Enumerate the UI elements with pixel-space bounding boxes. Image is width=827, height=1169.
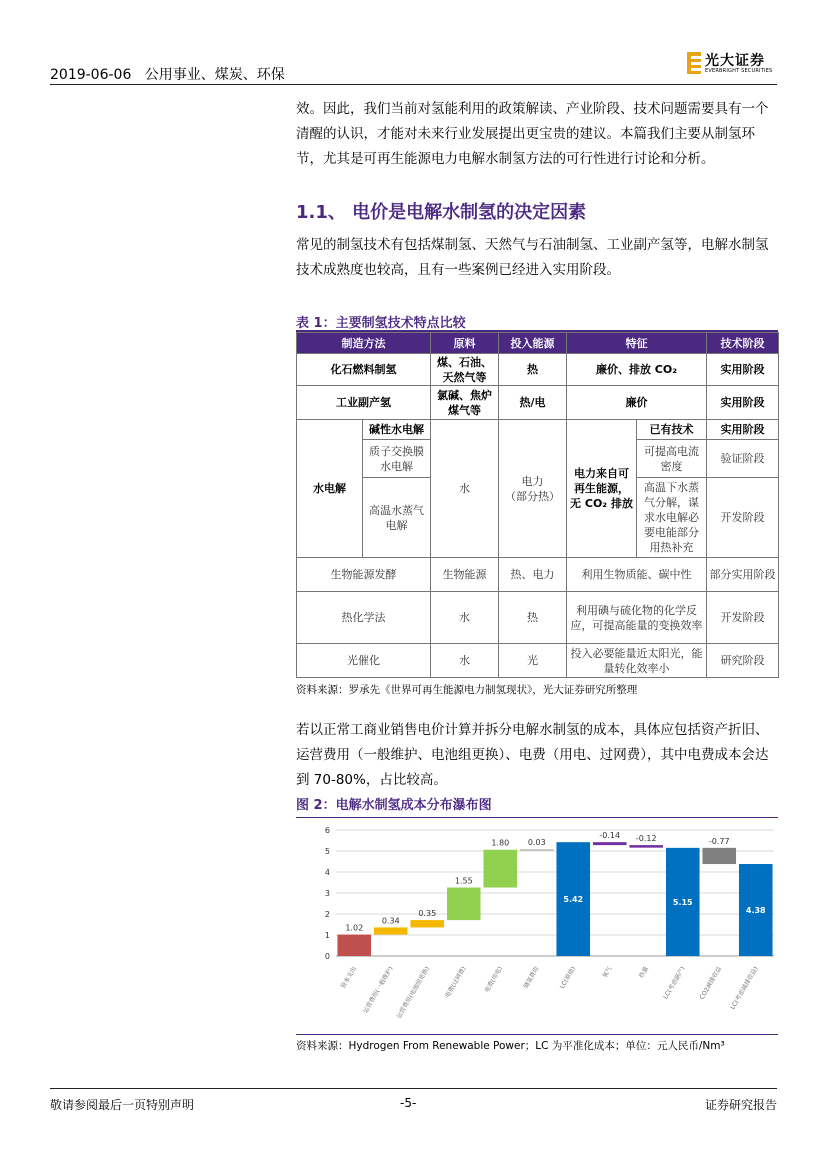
cell-stage: 开发阶段 — [707, 592, 779, 644]
waterfall-bar — [702, 848, 736, 864]
waterfall-bar — [520, 849, 554, 851]
cell-method: 光催化 — [297, 644, 431, 678]
cell-method: 化石燃料制氢 — [297, 354, 431, 386]
logo-english: EVERBRIGHT SECURITIES — [705, 68, 773, 74]
header-date-sector — [50, 64, 285, 84]
x-tick-label: 热量 — [637, 965, 650, 980]
footer-divider — [50, 1088, 777, 1089]
x-tick-label: 氧气 — [601, 965, 614, 980]
footer-disclaimer: 敬请参阅最后一页特别声明 — [50, 1098, 195, 1112]
paragraph-cost: 若以正常工商业销售电价计算并拆分电解水制氢的成本，具体应包括资产折旧、运营费用（一般维护、电池组更换）、电费（用电、过网费），其中电费成本会达到 70-80%，占比较高。 — [296, 722, 769, 788]
waterfall-bar — [593, 842, 627, 845]
table-row — [297, 386, 779, 420]
cell-feature: 可提高电流密度 — [637, 440, 707, 478]
bar-value-label: 5.42 — [563, 895, 584, 905]
col-header-method: 制造方法 — [297, 333, 431, 354]
cell-energy: 电力 （部分热） — [499, 420, 567, 558]
col-header-feature: 特征 — [567, 333, 707, 354]
cell-stage: 实用阶段 — [707, 420, 779, 440]
footer-report-type: 证券研究报告 — [704, 1098, 777, 1112]
report-sector: 公用事业、煤炭、环保 — [144, 67, 285, 83]
logo-e-icon — [687, 52, 701, 74]
x-tick-label: LC(考虑减排收益) — [729, 965, 760, 1011]
cell-feature: 利用生物质能、碳中性 — [567, 558, 707, 592]
cell-energy: 热/电 — [499, 386, 567, 420]
y-tick-label: 6 — [324, 826, 330, 835]
table-source: 资料来源：罗承先《世界可再生能源电力制氢现状》，光大证券研究所整理 — [296, 684, 638, 696]
cell-sub-alkaline: 碱性水电解 — [363, 420, 431, 440]
table-row — [297, 644, 779, 678]
bar-value-label: -0.77 — [708, 836, 730, 846]
y-tick-label: 4 — [324, 868, 330, 877]
cell-feature: 利用碘与硫化物的化学反应，可提高能量的变换效率 — [567, 592, 707, 644]
x-tick-label: LC(原值) — [558, 965, 577, 990]
logo-chinese: 光大证券 — [705, 53, 765, 69]
cell-feature-shared: 电力来自可再生能源，无 CO₂ 排放 — [567, 420, 637, 558]
report-date: 2019-06-06 — [50, 67, 132, 83]
waterfall-bar — [629, 845, 663, 848]
cell-method: 热化学法 — [297, 592, 431, 644]
table-row — [297, 558, 779, 592]
x-tick-label: 运营费用(一般维护) — [362, 965, 395, 1015]
cell-material: 水 — [431, 644, 499, 678]
x-tick-label: 资本支出 — [339, 965, 358, 990]
y-tick-label: 1 — [324, 931, 330, 940]
table-row — [297, 592, 779, 644]
bar-value-label: 1.80 — [491, 838, 510, 848]
section-heading: 1.1、 电价是电解水制氢的决定因素 — [296, 202, 587, 223]
table-caption: 表 1：主要制氢技术特点比较 — [296, 316, 466, 331]
cell-feature: 投入必要能量近太阳光，能量转化效率小 — [567, 644, 707, 678]
company-logo — [687, 50, 779, 78]
cell-stage: 研究阶段 — [707, 644, 779, 678]
figure-bottom-rule — [296, 1034, 778, 1035]
bar-value-label: -0.12 — [635, 834, 657, 844]
cell-energy: 光 — [499, 644, 567, 678]
cell-method: 工业副产氢 — [297, 386, 431, 420]
cell-energy: 热 — [499, 592, 567, 644]
col-header-material: 原料 — [431, 333, 499, 354]
bar-value-label: 1.55 — [454, 876, 473, 886]
col-header-energy: 投入能源 — [499, 333, 567, 354]
bar-value-label: 5.15 — [672, 897, 693, 907]
cell-stage: 部分实用阶段 — [707, 558, 779, 592]
table-row — [297, 420, 779, 440]
waterfall-bar — [410, 920, 444, 927]
waterfall-bar — [483, 850, 517, 888]
cell-feature: 廉价 — [567, 386, 707, 420]
cell-feature: 高温下水蒸气分解，谋求水电解必要电能部分用热补充 — [637, 478, 707, 558]
waterfall-bar — [337, 935, 371, 956]
cell-energy: 热 — [499, 354, 567, 386]
figure-source: 资料来源：Hydrogen From Renewable Power；LC 为平准化成本；单位：元人民币/Nm³ — [296, 1040, 725, 1052]
x-tick-label: 电费(过网费) — [444, 965, 468, 1000]
table-row — [297, 354, 779, 386]
waterfall-bar — [374, 927, 408, 934]
bar-value-label: 4.38 — [745, 906, 766, 916]
y-tick-label: 2 — [324, 910, 330, 919]
cell-stage: 验证阶段 — [707, 440, 779, 478]
y-tick-label: 0 — [324, 952, 330, 961]
x-tick-label: 电费(用电) — [483, 965, 504, 994]
cell-sub-pem: 质子交换膜水电解 — [363, 440, 431, 478]
cell-feature: 廉价、排放 CO₂ — [567, 354, 707, 386]
y-tick-label: 5 — [324, 847, 330, 856]
cell-material: 煤、石油、天然气等 — [431, 354, 499, 386]
cell-stage: 实用阶段 — [707, 354, 779, 386]
cell-material: 生物能源 — [431, 558, 499, 592]
bar-value-label: 1.02 — [345, 923, 364, 933]
bar-value-label: -0.14 — [599, 831, 621, 841]
cell-material: 氯碱、焦炉煤气等 — [431, 386, 499, 420]
hydrogen-tech-table — [296, 332, 779, 678]
x-tick-label: 运营费用(电池组更换) — [395, 965, 431, 1020]
waterfall-chart — [296, 820, 778, 1032]
table-header-row — [297, 333, 779, 354]
x-tick-label: LC(考虑副产) — [662, 965, 687, 1001]
figure-caption: 图 2：电解水制氢成本分布瀑布图 — [296, 798, 492, 813]
cell-stage: 开发阶段 — [707, 478, 779, 558]
y-tick-label: 3 — [324, 889, 330, 898]
paragraph-tech: 常见的制氢技术有包括煤制氢、天然气与石油制氢、工业副产氢等，电解水制氢技术成熟度也较高，且有一些案例已经进入实用阶段。 — [296, 237, 769, 278]
x-tick-label: 储氢费用 — [522, 965, 541, 990]
cell-stage: 实用阶段 — [707, 386, 779, 420]
bar-value-label: 0.34 — [381, 916, 400, 926]
header-divider — [50, 84, 777, 85]
bar-value-label: 0.03 — [527, 838, 546, 848]
page-number: -5- — [400, 1096, 417, 1110]
cell-energy: 热、电力 — [499, 558, 567, 592]
cell-material: 水 — [431, 420, 499, 558]
col-header-stage: 技术阶段 — [707, 333, 779, 354]
paragraph-intro: 效。因此，我们当前对氢能利用的政策解读、产业阶段、技术问题需要具有一个清醒的认识，才能对未来行业发展提出更宝贵的建议。本篇我们主要从制氢环节，尤其是可再生能源电力电解水制氢方法的可行性进行讨论和分析。 — [296, 101, 769, 167]
figure-top-rule — [296, 817, 778, 818]
cell-feature: 已有技术 — [637, 420, 707, 440]
cell-material: 水 — [431, 592, 499, 644]
cell-method-electrolysis: 水电解 — [297, 420, 363, 558]
bar-value-label: 0.35 — [418, 909, 437, 919]
x-tick-label: CO2减排收益 — [698, 965, 723, 1001]
cell-sub-steam: 高温水蒸气电解 — [363, 478, 431, 558]
cell-method: 生物能源发酵 — [297, 558, 431, 592]
waterfall-bar — [447, 888, 481, 921]
